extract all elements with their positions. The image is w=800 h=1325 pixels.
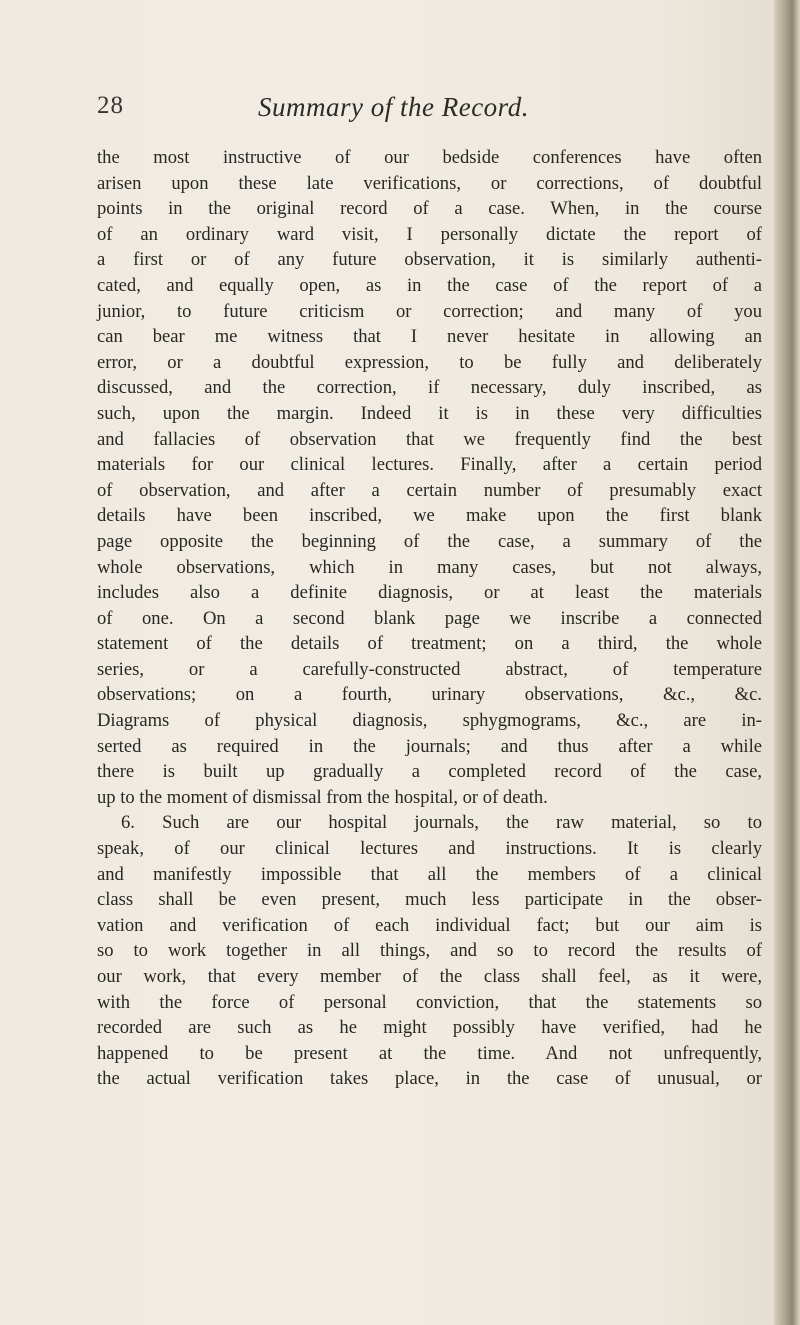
- text-line: includes also a definite diagnosis, or at least the materials: [97, 582, 762, 604]
- text-line: such, upon the margin. Indeed it is in these very difficulties: [97, 402, 762, 424]
- text-line: details have been inscribed, we make upon the first blank: [97, 505, 762, 527]
- text-line: junior, to future criticism or correction; and many of you: [97, 300, 762, 322]
- text-line: and manifestly impossible that all the members of a clinical: [97, 863, 762, 885]
- text-line: and fallacies of observation that we frequently find the best: [97, 428, 762, 450]
- text-line: page opposite the beginning of the case, a summary of the: [97, 530, 762, 552]
- text-line: the actual verification takes place, in the case of unusual, or: [97, 1068, 762, 1090]
- text-line: our work, that every member of the class shall feel, as it were,: [97, 966, 762, 987]
- text-line: whole observations, which in many cases, but not always,: [97, 556, 762, 578]
- text-line: happened to be present at the time. And not unfrequently,: [97, 1042, 762, 1064]
- paragraph-start-line: 6. Such are our hospital journals, the raw material, so to: [121, 812, 762, 834]
- text-line: arisen upon these late verifications, or corrections, of doubtful: [97, 172, 762, 194]
- text-line: observations; on a fourth, urinary observations, &c., &c.: [97, 684, 762, 706]
- page-header: [0, 92, 780, 132]
- page-number: 28: [97, 92, 124, 119]
- text-line: so to work together in all things, and so to record the results of: [97, 940, 762, 962]
- running-head: Summary of the Record.: [258, 92, 529, 122]
- text-line: Diagrams of physical diagnosis, sphygmograms, &c., are in-: [97, 710, 762, 732]
- text-line: there is built up gradually a completed record of the case,: [97, 761, 762, 783]
- book-spine-edge: [774, 0, 800, 1325]
- text-line: a first or of any future observation, it is similarly authenti-: [97, 249, 762, 271]
- text-line: of one. On a second blank page we inscribe a connected: [97, 607, 762, 629]
- text-line: can bear me witness that I never hesitate in allowing an: [97, 326, 762, 348]
- text-line: up to the moment of dismissal from the hospital, or of death.: [97, 786, 548, 808]
- text-line: cated, and equally open, as in the case of the report of a: [97, 274, 762, 296]
- text-line: points in the original record of a case. When, in the course: [97, 198, 762, 220]
- body-text: [97, 145, 762, 1092]
- text-line: discussed, and the correction, if necessary, duly inscribed, as: [97, 377, 762, 399]
- text-line: the most instructive of our bedside conferences have often: [97, 147, 762, 168]
- text-line: serted as required in the journals; and thus after a while: [97, 735, 762, 757]
- text-line: with the force of personal conviction, that the statements so: [97, 991, 762, 1013]
- text-line: series, or a carefully-constructed abstract, of temperature: [97, 658, 762, 680]
- text-line: of observation, and after a certain number of presumably exact: [97, 479, 762, 501]
- text-line: vation and verification of each individual fact; but our aim is: [97, 914, 762, 936]
- text-line: recorded are such as he might possibly have verified, had he: [97, 1017, 762, 1039]
- text-line: of an ordinary ward visit, I personally dictate the report of: [97, 223, 762, 245]
- text-line: statement of the details of treatment; on a third, the whole: [97, 633, 762, 655]
- text-line: materials for our clinical lectures. Finally, after a certain period: [97, 454, 762, 476]
- text-line: error, or a doubtful expression, to be fully and deliberately: [97, 351, 762, 373]
- text-line: class shall be even present, much less participate in the obser-: [97, 889, 762, 911]
- text-line: speak, of our clinical lectures and instructions. It is clearly: [97, 838, 762, 860]
